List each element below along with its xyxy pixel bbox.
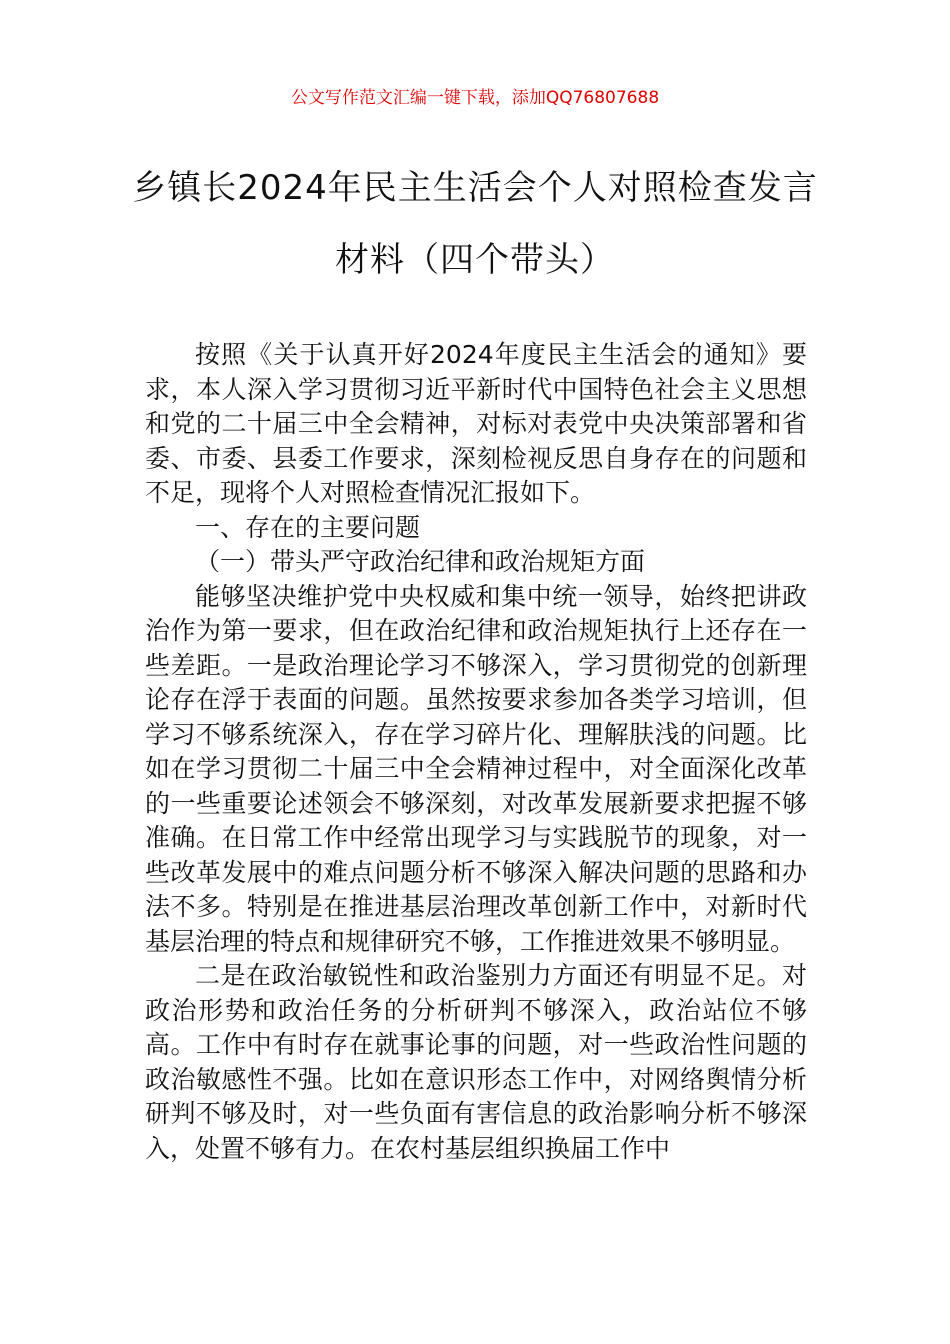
paragraph: 能够坚决维护党中央权威和集中统一领导，始终把讲政治作为第一要求，但在政治纪律和政治规矩执行上还存在一些差距。一是政治理论学习不够深入，学习贯彻党的创新理论存在浮于表面的问题。虽然按要求参加各类学习培训，但学习不够系统深入，存在学习碎片化、理解肤浅的问题。比如在学习贯彻二十届三中全会精神过程中，对全面深化改革的一些重要论述领会不够深刻，对改革发展新要求把握不够准确。在日常工作中经常出现学习与实践脱节的现象，对一些改革发展中的难点问题分析不够深入解决问题的思路和办法不多。特别是在推进基层治理改革创新工作中，对新时代基层治理的特点和规律研究不够，工作推进效果不够明显。 [145,581,807,956]
section-heading: 一、存在的主要问题 [195,512,421,542]
paragraph-intro: 按照《关于认真开好2024年度民主生活会的通知》要求，本人深入学习贯彻习近平新时代中国特色社会主义思想和党的二十届三中全会精神，对标对表党中央决策部署和省委、市委、县委工作要求，深刻检视反思自身存在的问题和不足，现将个人对照检查情况汇报如下。 [145,340,807,507]
subsection-heading: （一）带头严守政治纪律和政治规矩方面 [195,547,646,576]
document-body [145,338,807,1166]
document-title: 乡镇长2024年民主生活会个人对照检查发言材料（四个带头） [132,168,818,280]
header-note: 公文写作范文汇编一键下载，添加QQ76807688 [290,88,660,108]
paragraph: 二是在政治敏锐性和政治鉴别力方面还有明显不足。对政治形势和政治任务的分析研判不够深入，政治站位不够高。工作中有时存在就事论事的问题，对一些政治性问题的政治敏感性不强。比如在意识形态工作中，对网络舆情分析研判不够及时，对一些负面有害信息的政治影响分析不够深入，处置不够有力。在农村基层组织换届工作中 [145,961,807,1163]
